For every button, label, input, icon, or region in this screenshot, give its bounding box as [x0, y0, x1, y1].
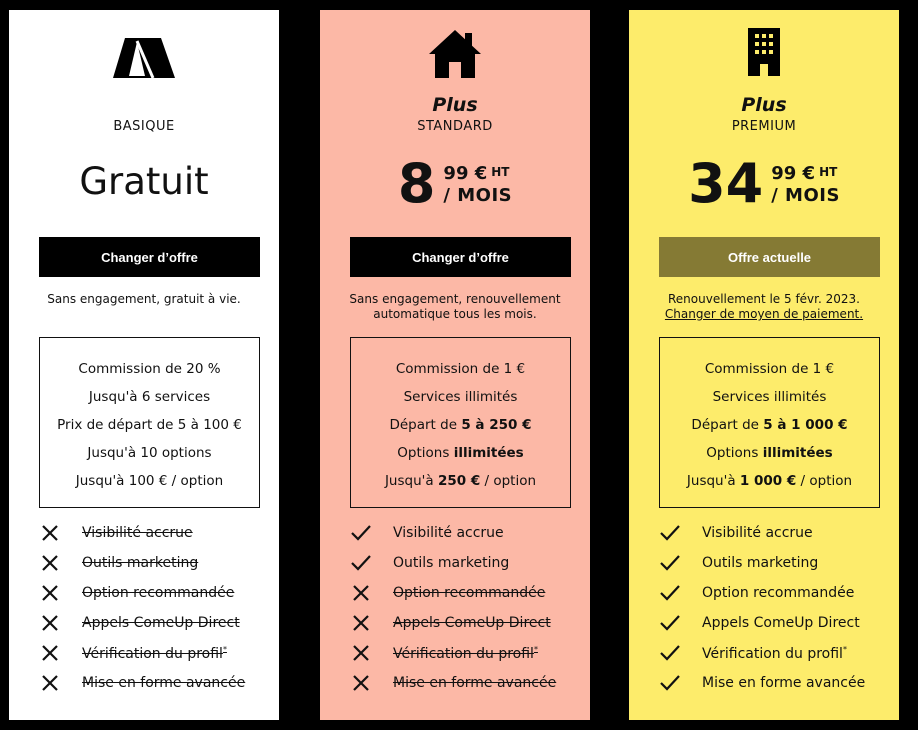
limit-text: 250 €	[437, 473, 481, 489]
cross-icon	[350, 614, 372, 632]
feature-item	[350, 518, 580, 548]
limit-line	[660, 439, 879, 467]
feature-item	[659, 638, 889, 668]
cross-icon	[39, 614, 61, 632]
cross-icon	[39, 674, 61, 692]
limit-line	[40, 355, 259, 383]
plan-price: Gratuit	[79, 160, 209, 203]
limit-text: Commission de 1 €	[704, 361, 835, 377]
feature-label-text: Outils marketing	[82, 555, 199, 571]
plan-card-standard	[320, 10, 590, 720]
plan-price	[629, 152, 899, 215]
plan-plus-label: Plus	[432, 94, 478, 116]
limit-text: / option	[480, 473, 537, 489]
change-payment-method-link[interactable]: Changer de moyen de paiement.	[664, 307, 864, 321]
check-icon	[659, 584, 681, 602]
plan-note	[330, 292, 580, 322]
feature-label-text: Option recommandée	[702, 585, 855, 601]
building-icon	[629, 28, 899, 84]
limit-text: Jusqu'à	[686, 473, 740, 489]
footnote-marker: *	[842, 644, 847, 654]
limit-text: Commission de 20 %	[78, 361, 221, 377]
feature-label	[82, 675, 245, 691]
plan-plus-label: Plus	[741, 94, 787, 116]
limit-text: Prix de départ de 5 à 100 €	[57, 417, 242, 433]
limit-line	[40, 439, 259, 467]
plan-note-text: Sans engagement, gratuit à vie.	[47, 292, 241, 306]
feature-label	[82, 615, 240, 631]
price-cents: 99 €	[443, 163, 488, 184]
cross-icon	[39, 554, 61, 572]
limit-text: Services illimités	[403, 389, 518, 405]
feature-label-text: Option recommandée	[82, 585, 235, 601]
limit-text: Départ de	[691, 417, 764, 433]
price-period: / MOIS	[443, 185, 513, 206]
plan-limits-box	[39, 337, 260, 508]
feature-label-text: Visibilité accrue	[702, 525, 813, 541]
feature-label-text: Outils marketing	[702, 555, 819, 571]
plan-limits-box	[659, 337, 880, 508]
limit-line	[40, 411, 259, 439]
plan-card-basique	[9, 10, 279, 720]
footnote-marker: *	[533, 644, 538, 654]
cross-icon	[350, 644, 372, 662]
check-icon	[659, 614, 681, 632]
current-plan-button[interactable]: Offre actuelle	[659, 237, 880, 277]
price-ht: HT	[819, 165, 838, 179]
cross-icon	[39, 524, 61, 542]
feature-item	[39, 518, 269, 548]
change-plan-button[interactable]: Changer d’offre	[350, 237, 571, 277]
feature-label	[393, 525, 504, 541]
cross-icon	[350, 674, 372, 692]
feature-item	[350, 638, 580, 668]
tent-icon	[9, 28, 279, 84]
feature-label-text: Appels ComeUp Direct	[82, 615, 240, 631]
feature-item	[39, 608, 269, 638]
price-cents: 99 €	[771, 163, 816, 184]
check-icon	[659, 644, 681, 662]
feature-label	[702, 645, 847, 662]
feature-label	[82, 585, 234, 601]
limit-text: Options	[397, 445, 454, 461]
limit-text: 5 à 250 €	[461, 417, 532, 433]
plan-features	[39, 518, 269, 698]
feature-label-text: Option recommandée	[393, 585, 546, 601]
plan-note	[19, 292, 269, 307]
plan-tier: BASIQUE	[113, 119, 175, 134]
feature-item	[659, 608, 889, 638]
feature-label	[702, 585, 854, 601]
feature-item	[350, 608, 580, 638]
feature-label-text: Mise en forme avancée	[393, 675, 557, 691]
feature-label	[702, 525, 813, 541]
limit-text: Services illimités	[712, 389, 827, 405]
limit-text: / option	[796, 473, 853, 489]
limit-line	[660, 383, 879, 411]
feature-item	[659, 548, 889, 578]
feature-item	[39, 668, 269, 698]
limit-text: illimitées	[453, 445, 524, 461]
limit-line	[40, 467, 259, 495]
limit-line	[351, 467, 570, 495]
feature-label	[82, 525, 193, 541]
plan-price	[320, 152, 590, 215]
plan-tier: PREMIUM	[731, 119, 797, 134]
plan-features	[350, 518, 580, 698]
feature-label-text: Mise en forme avancée	[702, 675, 866, 691]
limit-line	[351, 411, 570, 439]
price-ht: HT	[491, 165, 510, 179]
feature-label-text: Appels ComeUp Direct	[393, 615, 551, 631]
cross-icon	[39, 644, 61, 662]
feature-item	[39, 578, 269, 608]
feature-label-text: Mise en forme avancée	[82, 675, 246, 691]
limit-text: Départ de	[389, 417, 462, 433]
limit-text: Options	[706, 445, 763, 461]
feature-label	[82, 555, 198, 571]
feature-item	[659, 668, 889, 698]
feature-item	[350, 548, 580, 578]
check-icon	[350, 554, 372, 572]
feature-item	[659, 578, 889, 608]
limit-text: 5 à 1 000 €	[763, 417, 848, 433]
house-icon	[320, 28, 590, 84]
plan-note-text: Renouvellement le 5 févr. 2023.	[668, 292, 860, 306]
feature-item	[39, 638, 269, 668]
feature-label	[393, 645, 538, 662]
feature-item	[39, 548, 269, 578]
check-icon	[659, 524, 681, 542]
feature-label-text: Appels ComeUp Direct	[702, 615, 860, 631]
feature-label-text: Vérification du profil	[702, 645, 843, 662]
feature-item	[350, 668, 580, 698]
plan-limits-box	[350, 337, 571, 508]
cross-icon	[39, 584, 61, 602]
feature-label-text: Visibilité accrue	[82, 525, 193, 541]
limit-line	[351, 439, 570, 467]
check-icon	[659, 554, 681, 572]
feature-label-text: Visibilité accrue	[393, 525, 504, 541]
feature-label	[82, 645, 227, 662]
feature-label	[702, 555, 818, 571]
feature-label-text: Outils marketing	[393, 555, 510, 571]
limit-line	[660, 411, 879, 439]
feature-label	[702, 675, 865, 691]
limit-text: Jusqu'à 6 services	[88, 389, 211, 405]
feature-label	[393, 555, 509, 571]
footnote-marker: *	[222, 644, 227, 654]
feature-label-text: Vérification du profil	[393, 645, 534, 662]
plan-features	[659, 518, 889, 698]
plan-card-premium	[629, 10, 899, 720]
price-period: / MOIS	[771, 185, 840, 206]
check-icon	[350, 524, 372, 542]
feature-label-text: Vérification du profil	[82, 645, 223, 662]
change-plan-button[interactable]: Changer d’offre	[39, 237, 260, 277]
limit-line	[351, 355, 570, 383]
limit-line	[660, 467, 879, 495]
plan-note-text: Sans engagement, renouvellement automatique tous les mois.	[349, 292, 561, 321]
limit-line	[351, 383, 570, 411]
plan-note	[639, 292, 889, 322]
limit-text: 1 000 €	[739, 473, 797, 489]
feature-label	[393, 675, 556, 691]
limit-line	[660, 355, 879, 383]
cross-icon	[350, 584, 372, 602]
check-icon	[659, 674, 681, 692]
plan-tier: STANDARD	[417, 119, 493, 134]
feature-label	[393, 585, 545, 601]
feature-item	[350, 578, 580, 608]
feature-label	[393, 615, 551, 631]
limit-text: Jusqu'à 100 € / option	[75, 473, 224, 489]
price-main: 8	[397, 152, 436, 215]
limit-text: Commission de 1 €	[395, 361, 526, 377]
limit-line	[40, 383, 259, 411]
limit-text: illimitées	[762, 445, 833, 461]
feature-label	[702, 615, 860, 631]
price-main: 34	[688, 152, 764, 215]
feature-item	[659, 518, 889, 548]
limit-text: Jusqu'à	[384, 473, 438, 489]
limit-text: Jusqu'à 10 options	[87, 445, 212, 461]
